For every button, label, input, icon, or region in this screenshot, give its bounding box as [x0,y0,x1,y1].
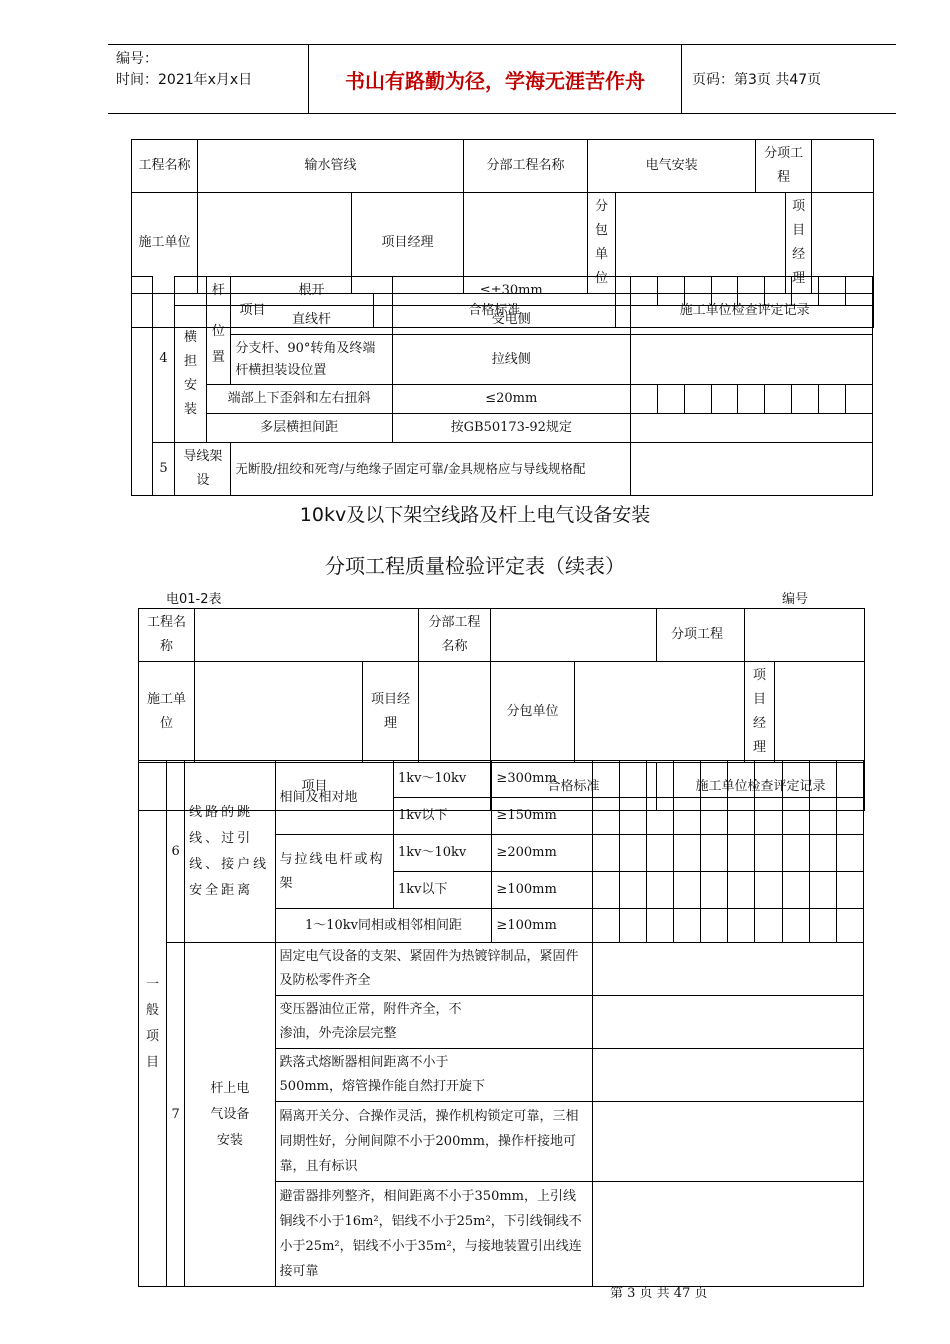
record-cell[interactable] [836,761,863,798]
daoxian: 导线架设 [175,443,231,496]
record-cell[interactable] [674,761,701,798]
record-cell[interactable] [792,385,819,414]
record-cell[interactable] [701,872,728,909]
record-cell[interactable] [674,872,701,909]
row-gan-spacer [175,277,206,306]
record-zhixian[interactable] [630,306,872,335]
record-daoxian[interactable] [630,443,872,496]
record-cell[interactable] [630,277,657,306]
record-cell[interactable] [619,835,646,872]
record-cell[interactable] [657,385,684,414]
page-info: 页码：第3页 共47页 [692,72,822,88]
d2: 变压器油位正常，附件齐全，不渗油，外壳涂层完整 [275,996,592,1049]
record-cell[interactable] [836,835,863,872]
project-name-label: 工程名称 [132,140,198,193]
record-cell[interactable] [619,909,646,943]
record-cell[interactable] [701,761,728,798]
record-cell[interactable] [846,277,873,306]
form-code: 电01-2表 [166,592,222,607]
pm-value-b2[interactable] [775,662,865,763]
construction-unit-label: 施工单位 [132,193,198,294]
record-cell[interactable] [701,909,728,943]
record-cell[interactable] [755,909,782,943]
record-cell[interactable] [592,835,619,872]
record-cell[interactable] [728,798,755,835]
record-cell[interactable] [738,277,765,306]
page-footer: 第 3 页 共 47 页 [610,1286,708,1301]
record-cell[interactable] [809,835,836,872]
col-standard-2: 合格标准 [491,763,657,811]
record-cell[interactable] [809,872,836,909]
d5: 避雷器排列整齐，相间距离不小于350mm，上引线铜线不小于16m²，铝线不小于25m²，下引线铜线不小于25m²，铝线不小于35m²，与接地装置引出线连接可靠 [275,1182,592,1287]
no6: 6 [167,761,185,943]
col-item-2: 项目 [139,763,491,811]
record-cell[interactable] [674,835,701,872]
item-label-2: 分项工程 [657,609,745,662]
sub-project-value[interactable]: 电气安装 [588,140,756,193]
s2: ≥150mm [492,798,592,835]
record-cell[interactable] [809,761,836,798]
no4-wrapper [132,277,153,496]
record-cell[interactable] [619,872,646,909]
v3: 1kv～10kv [394,835,492,872]
row-gan: 杆 [206,277,231,306]
v2: 1kv以下 [394,798,492,835]
record-cell[interactable] [728,909,755,943]
duanbu: 端部上下歪斜和左右扭斜 [206,385,392,414]
record-cell[interactable] [836,872,863,909]
record-cell[interactable] [792,277,819,306]
record-cell[interactable] [755,761,782,798]
record-cell[interactable] [619,798,646,835]
same: 1～10kv同相或相邻相间距 [275,909,492,943]
pm-label-b: 项目经理 [363,662,419,763]
record-cell[interactable] [674,798,701,835]
col-record: 施工单位检查评定记录 [616,294,874,328]
record-cell[interactable] [765,277,792,306]
item-value[interactable] [812,140,874,193]
subcontract-label: 分包单位 [588,193,616,294]
weizhi: 位置 [206,306,231,385]
record-cell[interactable] [592,761,619,798]
record-d2[interactable] [592,996,863,1049]
general: 一般项目 [139,761,167,1287]
record-d4[interactable] [592,1102,863,1182]
d3: 跌落式熔断器相间距离不小于500mm，熔管操作能自然打开旋下 [275,1049,592,1102]
sub-project-label-2: 分部工程名称 [419,609,491,662]
gan-device: 杆上电气设备安装 [185,943,275,1287]
record-cell[interactable] [728,761,755,798]
item-value-2[interactable] [745,609,865,662]
pm-value-b[interactable] [419,662,491,763]
std-fenzhi: 拉线侧 [392,335,630,385]
record-cell[interactable] [701,835,728,872]
col-item: 项目 [132,294,374,328]
form-number-label: 编号 [782,592,809,607]
project-name-value-2[interactable] [195,609,419,662]
record-cell[interactable] [782,909,809,943]
record-cell[interactable] [782,798,809,835]
record-cell[interactable] [647,798,674,835]
col-record-2: 施工单位检查评定记录 [657,763,865,811]
pm-label-b2: 项目经理 [745,662,775,763]
record-cell[interactable] [657,277,684,306]
duoceng: 多层横担间距 [206,414,392,443]
record-cell[interactable] [592,798,619,835]
lax: 与拉线电杆或构架 [275,835,393,909]
project-name-value[interactable]: 输水管线 [198,140,464,193]
table-bottom-body [138,760,864,1287]
record-cell[interactable] [701,798,728,835]
table-top-body [131,276,873,496]
record-cell[interactable] [738,385,765,414]
record-cell[interactable] [819,277,846,306]
pm-label: 项目经理 [352,193,464,294]
record-cell[interactable] [782,872,809,909]
page-header [108,44,896,114]
no5: 5 [152,443,175,496]
record-cell[interactable] [836,909,863,943]
record-d1[interactable] [592,943,863,996]
hengdan: 横担安装 [175,306,206,443]
d1: 固定电气设备的支架、紧固件为热镀锌制品，紧固件及防松零件齐全 [275,943,592,996]
header-left [116,49,252,91]
motto: 书山有路勤为径，学海无涯苦作舟 [308,45,682,113]
record-cell[interactable] [684,385,711,414]
s4: ≥100mm [492,872,592,909]
no7: 7 [167,943,185,1287]
daoxian-desc: 无断股/扭绞和死弯/与绝缘子固定可靠/金具规格应与导线规格配 [231,443,630,496]
s5: ≥100mm [492,909,592,943]
no4: 4 [152,277,175,443]
std-genkai: ≤±30mm [392,277,630,306]
item-label: 分项工程 [756,140,812,193]
record-d3[interactable] [592,1049,863,1102]
v1: 1kv～10kv [394,761,492,798]
record-d5[interactable] [592,1182,863,1287]
number-label: 编号： [116,51,158,67]
s1: ≥300mm [492,761,592,798]
record-cell[interactable] [728,872,755,909]
record-cell[interactable] [619,761,646,798]
xiangjian: 相间及相对地 [275,761,393,835]
std-zhixian: 受电侧 [392,306,630,335]
record-cell[interactable] [782,761,809,798]
record-cell[interactable] [755,798,782,835]
s3: ≥200mm [492,835,592,872]
record-cell[interactable] [836,798,863,835]
record-cell[interactable] [819,385,846,414]
time-label: 时间：2021年x月x日 [116,72,253,88]
record-cell[interactable] [809,909,836,943]
construction-unit-label-2: 施工单位 [139,662,195,763]
subcontract-value-2[interactable] [575,662,745,763]
record-fenzhi[interactable] [630,335,872,385]
record-cell[interactable] [630,385,657,414]
record-cell[interactable] [782,835,809,872]
record-cell[interactable] [755,835,782,872]
row-genkai: 根开 [231,277,392,306]
d4: 隔离开关分、合操作灵活，操作机构锁定可靠，三相同期性好，分闸间隙不小于200mm，操作杆接地可靠，且有标识 [275,1102,592,1182]
record-cell[interactable] [765,385,792,414]
pm-label2: 项目经理 [786,193,812,294]
std-duanbu: ≤20mm [392,385,630,414]
record-cell[interactable] [647,835,674,872]
record-cell[interactable] [674,909,701,943]
zhixian: 直线杆 [231,306,392,335]
record-duoceng[interactable] [630,414,872,443]
fenzhi: 分支杆、90°转角及终端杆横担装设位置 [231,335,392,385]
record-cell[interactable] [846,385,873,414]
record-cell[interactable] [711,277,738,306]
record-cell[interactable] [647,909,674,943]
project-name-label-2: 工程名称 [139,609,195,662]
col-standard: 合格标准 [374,294,616,328]
subcontract-label-2: 分包单位 [491,662,575,763]
record-cell[interactable] [647,872,674,909]
title-line1: 10kv及以下架空线路及杆上电气设备安装 [299,504,651,526]
record-cell[interactable] [684,277,711,306]
jump: 线路的跳线、过引线、接户线安全距离 [185,761,275,943]
std-duoceng: 按GB50173-92规定 [392,414,630,443]
v4: 1kv以下 [394,872,492,909]
record-cell[interactable] [711,385,738,414]
record-cell[interactable] [755,872,782,909]
title-line2: 分项工程质量检验评定表（续表） [325,554,625,578]
record-cell[interactable] [728,835,755,872]
record-cell[interactable] [592,872,619,909]
sub-project-label: 分部工程名称 [464,140,588,193]
sub-project-value-2[interactable] [491,609,657,662]
record-cell[interactable] [809,798,836,835]
record-cell[interactable] [592,909,619,943]
construction-unit-value-2[interactable] [195,662,363,763]
record-cell[interactable] [647,761,674,798]
